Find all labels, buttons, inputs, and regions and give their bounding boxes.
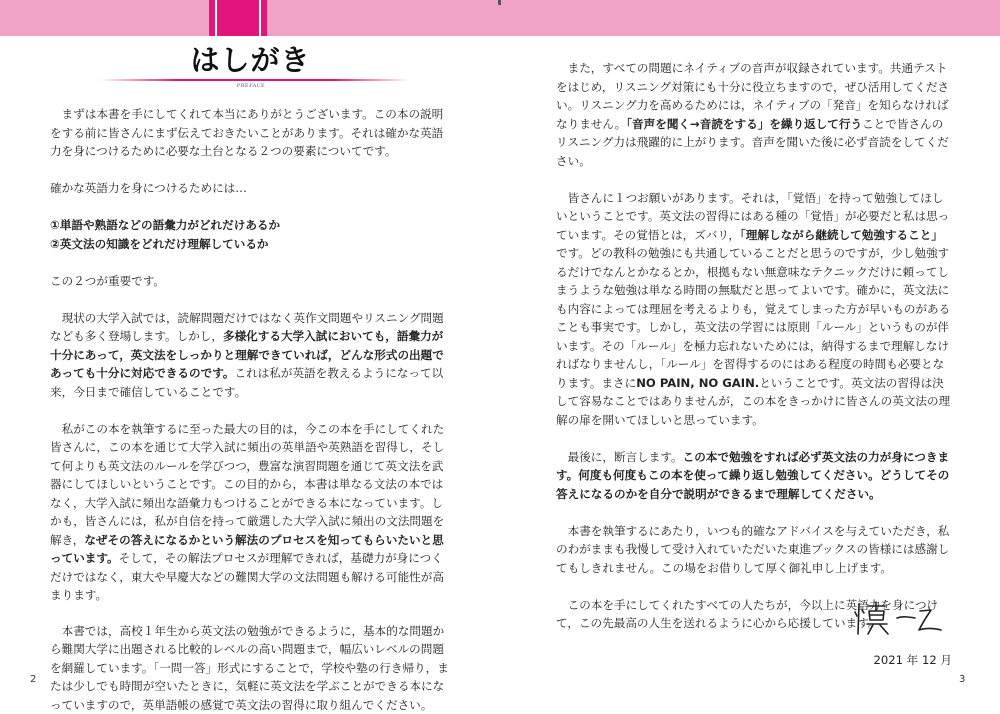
paragraph: 本書では，高校１年生から英文法の勉強ができるように，基本的な問題から難関大学に出題される比較的レベルの高い問題まで，幅広いレベルの問題を網羅しています。「一問一答」形式にすることで，学校や塾の行き帰り，または少しでも時間が空いたときに，気軽に英文法を学ぶことができる本になっていますので，英単語帳の感覚で英文法の習得に取り組んでください。: [50, 622, 450, 714]
paragraph: 私がこの本を執筆するに至った最大の目的は，今この本を手にしてくれた皆さんに，この本を通じて大学入試に頻出の英単語や英熟語を習得し，そして何よりも英文法のルールを学びつつ，豊富な演習問題を通じて英文法を武器にしてほしいということです。この目的から，本書は単なる文法の本ではなく，大学入試に頻出な語彙力もつけることができる本になっています。しかも，皆さんには，私が自信を持って厳選した大学入試に頻出の文法問題を解き，なぜその答えになるかという解法のプロセスを知ってもらいたいと思っています。そして，その解法プロセスが理解できれば，基礎力が身につくだけではなく，東大や早慶大などの難関大学の文法問題も解ける可能性が高まります。: [50, 420, 450, 605]
paragraph: 皆さんに１つお願いがあります。それは，「覚悟」を持って勉強してほしいということです。英文法の習得にはある種の「覚悟」が必要だと私は思っています。その覚悟とは，ズバリ，「理解しながら継続して勉強すること」です。どの教科の勉強にも共通していることだと思うのですが，少し勉強するだけでなんとかなるとか，根拠もない無意味なテクニックだけに頼ってしまうような勉強は単なる時間の無駄だと思ってよいです。確かに，英文法にも内容によっては理屈を考えるよりも，覚えてしまった方が早いものがあることも事実です。しかし，英文法の学習には原則「ルール」というものが伴います。その「ルール」を極力忘れないためには，納得するまで理解しなければなりませんし，「ルール」を習得するのにはある程度の時間も必要となります。まさにNO PAIN, NO GAIN.ということです。英文法の習得は決して容易なことではありませんが，この本をきっかけに皆さんの英文法の理解の扉を開いてほしいと思っています。: [556, 189, 952, 430]
title-underline: [100, 79, 410, 81]
paragraph: 本書を執筆するにあたり，いつも的確なアドバイスを与えていただき，私のわがままも我慢して受け入れていただいた東進ブックスの皆様には感謝してもしきれません。この場をお借りして厚く御礼申し上げます。: [556, 522, 952, 578]
date: 2021 年 12 月: [556, 651, 952, 670]
paragraph: この本を手にしてくれたすべての人たちが，今以上に英語力を身につけて，この先最高の人生を送れるように心から応援しています。: [556, 596, 952, 633]
paragraph: 現状の大学入試では，読解問題だけではなく英作文問題やリスニング問題なども多く登場します。しかし，多様化する大学入試においても，語彙力が十分にあって，英文法をしっかりと理解できていれば，どんな形式の出題であっても十分に対応できるのです。これは私が英語を教えるようになって以来，今日まで確信していることです。: [50, 309, 450, 402]
right-column: [556, 59, 952, 670]
chapter-tab: [209, 0, 267, 36]
page-subtitle: PREFACE: [231, 83, 271, 89]
paragraph: 確かな英語力を身につけるためには…: [50, 179, 450, 198]
bold-point: ①単語や熟語などの語彙力がどれだけあるか: [50, 216, 450, 235]
page-number-right: 3: [959, 674, 965, 685]
paragraph: まずは本書を手にしてくれて本当にありがとうございます。この本の説明をする前に皆さんにまず伝えておきたいことがあります。それは確かな英語力を身につけるために必要な土台となる２つの要素についてです。: [50, 105, 450, 161]
paragraph: 最後に，断言します。この本で勉強をすれば必ず英文法の力が身につきます。何度も何度もこの本を使って繰り返し勉強してください。どうしてその答えになるのかを自分で説明ができるまで理解してください。: [556, 448, 952, 504]
paragraph: この２つが重要です。: [50, 272, 450, 291]
bold-point: ②英文法の知識をどれだけ理解しているか: [50, 235, 450, 254]
header-band: [0, 0, 1000, 36]
left-column: [50, 105, 450, 714]
page-title: はしがき: [188, 40, 313, 80]
author-signature: [853, 598, 943, 638]
registration-mark: [498, 0, 501, 5]
page-number-left: 2: [30, 674, 36, 685]
paragraph: また，すべての問題にネイティブの音声が収録されています。共通テストをはじめ，リスニング対策にも十分に役立ちますので，ぜひ活用してください。リスニング力を高めるためには，ネイティブの「発音」を知らなければなりません。「音声を聞く→音読をする」を繰り返して行うことで皆さんのリスニング力は飛躍的に上がります。音声を聞いた後に必ず音読をしてください。: [556, 59, 952, 170]
